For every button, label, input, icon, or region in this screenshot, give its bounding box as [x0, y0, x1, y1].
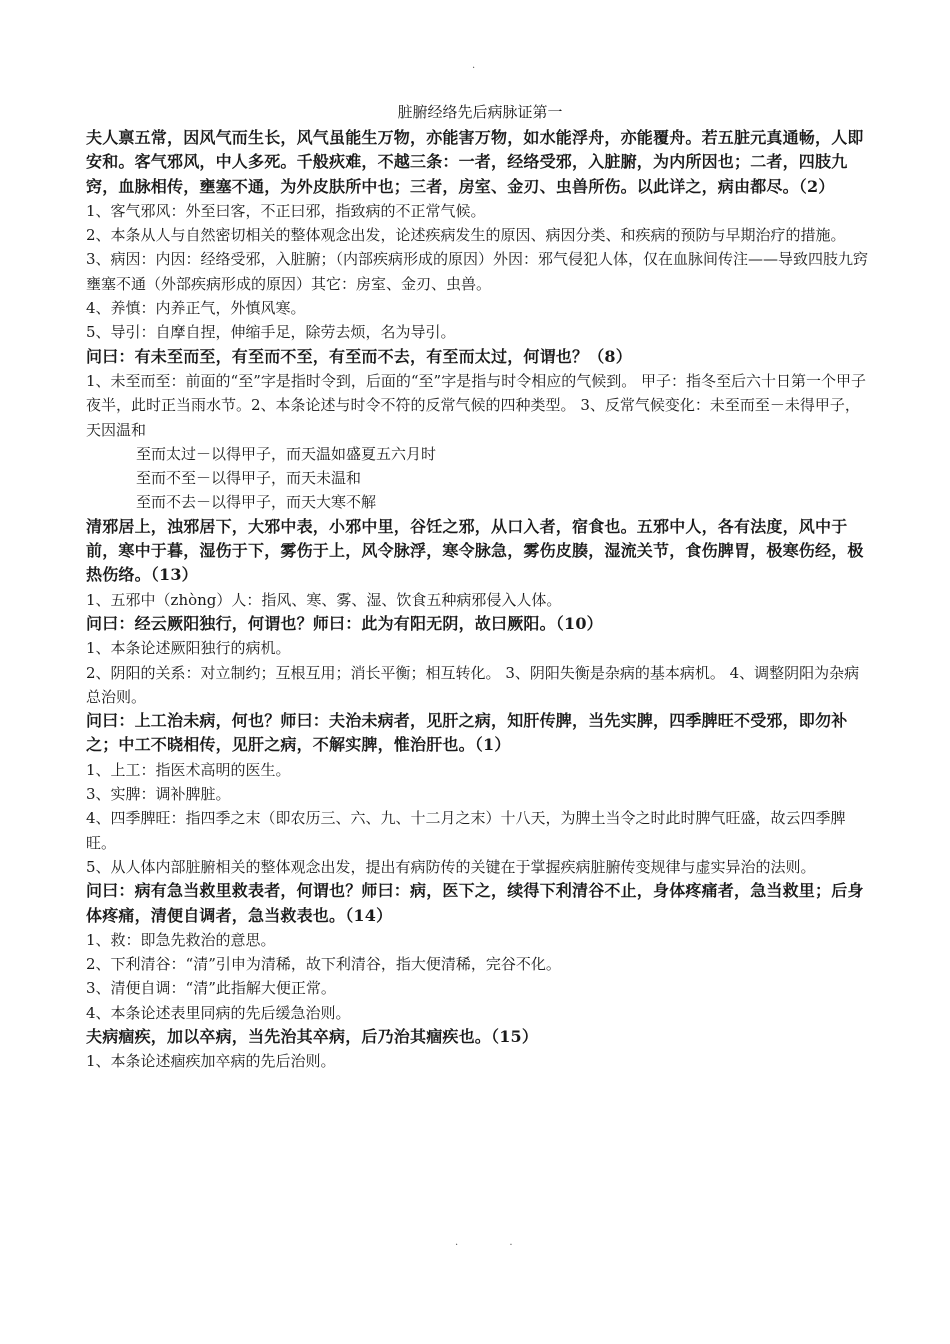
note-6-1: 1、救：即急先救治的意思。: [86, 930, 276, 949]
note-4-1: 1、本条论述厥阳独行的病机。: [86, 639, 291, 658]
document-page: [86, 100, 874, 1074]
note-2-indent-3: 至而不去－以得甲子，而天大寒不解: [136, 493, 377, 512]
note-7-1: 1、本条论述痼疾加卒病的先后治则。: [86, 1052, 336, 1071]
note-1-1: 1、客气邪风：外至曰客，不正曰邪，指致病的不正常气候。: [86, 201, 486, 220]
note-1-5: 5、导引：自摩自捏，伸缩手足，除劳去烦，名为导引。: [86, 323, 456, 342]
note-2-1: 1、未至而至：前面的“至”字是指时令到，后面的“至”字是指与时令相应的气候到。 甲子：指冬至后六十日第一个甲子夜半，此时正当雨水节。2、本条论述与时令不符的反常气候的四种类型。 3、反常气候变化：未至而至－未得甲子，天因温和: [86, 371, 866, 439]
verse-7: 夫病痼疾，加以卒病，当先治其卒病，后乃治其痼疾也。（15）: [86, 1026, 539, 1046]
verse-2: 问曰：有未至而至，有至而不至，有至而不去，有至而太过，何谓也？（8）: [86, 346, 632, 366]
verse-4: 问曰：经云厥阳独行，何谓也？师曰：此为有阳无阴，故曰厥阳。（10）: [86, 613, 603, 633]
note-1-4: 4、养慎：内养正气，外慎风寒。: [86, 299, 306, 318]
note-6-3: 3、清便自调：“清”此指解大便正常。: [86, 979, 336, 998]
note-6-2: 2、下利清谷：“清”引申为清稀，故下利清谷，指大便清稀，完谷不化。: [86, 955, 561, 974]
verse-1: 夫人禀五常，因风气而生长，风气虽能生万物，亦能害万物，如水能浮舟，亦能覆舟。若五脏元真通畅，人即安和。客气邪风，中人多死。千般疢难，不越三条：一者，经络受邪，入脏腑，为内所因也；二者，四肢九窍，血脉相传，壅塞不通，为外皮肤所中也；三者，房室、金刃、虫兽所伤。以此详之，病由都尽。（2）: [86, 128, 864, 196]
note-5-3: 4、四季脾旺：指四季之末（即农历三、六、九、十二月之末）十八天，为脾土当令之时此时脾气旺盛，故云四季脾旺。: [86, 809, 846, 852]
note-1-3: 3、病因：内因：经络受邪，入脏腑；（内部疾病形成的原因）外因：邪气侵犯人体，仅在血脉间传注——导致四肢九窍壅塞不通（外部疾病形成的原因）其它：房室、金刃、虫兽。: [86, 250, 869, 293]
page-mark-bottom: . .: [455, 1237, 537, 1248]
note-5-4: 5、从人体内部脏腑相关的整体观念出发，提出有病防传的关键在于掌握疾病脏腑传变规律与虚实异治的法则。: [86, 857, 816, 876]
verse-6: 问曰：病有急当救里救表者，何谓也？师曰：病，医下之，续得下利清谷不止，身体疼痛者，急当救里；后身体疼痛，清便自调者，急当救表也。（14）: [86, 881, 864, 925]
page-title: 脏腑经络先后病脉证第一: [397, 103, 563, 121]
note-2-indent-2: 至而不至－以得甲子，而天未温和: [136, 469, 362, 488]
verse-3: 清邪居上，浊邪居下，大邪中表，小邪中里，谷饪之邪，从口入者，宿食也。五邪中人，各有法度，风中于前，寒中于暮，湿伤于下，雾伤于上，风令脉浮，寒令脉急，雾伤皮腠，湿流关节，食伤脾胃，极寒伤经，极热伤络。（13）: [86, 516, 864, 585]
note-1-2: 2、本条从人与自然密切相关的整体观念出发，论述疾病发生的原因、病因分类、和疾病的预防与早期治疗的措施。: [86, 226, 846, 245]
note-5-2: 3、实脾：调补脾脏。: [86, 785, 231, 804]
note-2-indent-1: 至而太过－以得甲子，而天温如盛夏五六月时: [136, 444, 437, 463]
note-4-2: 2、阴阳的关系：对立制约；互根互用；消长平衡；相互转化。 3、阴阳失衡是杂病的基本病机。 4、调整阴阳为杂病总治则。: [86, 663, 860, 706]
page-mark-top: .: [472, 60, 476, 71]
note-3-1: 1、五邪中（zhòng）人：指风、寒、雾、湿、饮食五种病邪侵入人体。: [86, 590, 562, 609]
note-5-1: 1、上工：指医术高明的医生。: [86, 760, 291, 779]
note-6-4: 4、本条论述表里同病的先后缓急治则。: [86, 1003, 351, 1022]
verse-5: 问曰：上工治未病，何也？师曰：夫治未病者，见肝之病，知肝传脾，当先实脾，四季脾旺不受邪，即勿补之；中工不晓相传，见肝之病，不解实脾，惟治肝也。（1）: [86, 711, 848, 755]
